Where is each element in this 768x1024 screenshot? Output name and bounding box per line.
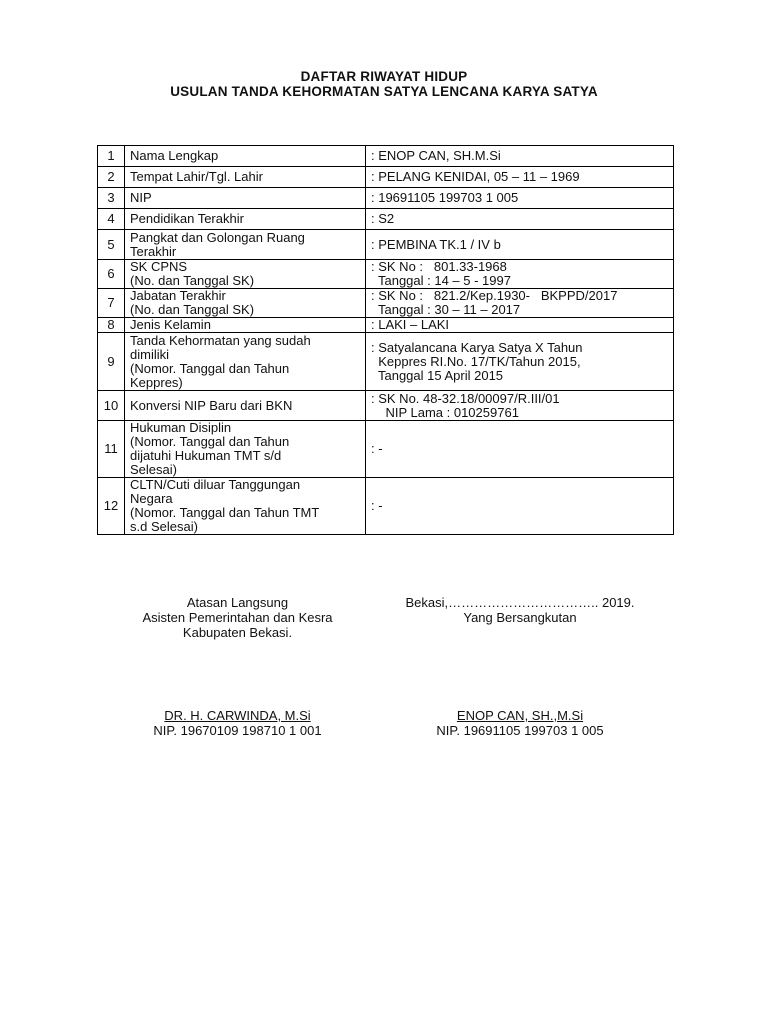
row-label-text: Pendidikan Terakhir	[130, 211, 244, 226]
row-label	[125, 146, 366, 167]
row-label	[125, 230, 366, 260]
row-label	[125, 391, 366, 421]
row-number-text: 3	[107, 190, 115, 205]
row-value-text: : SK No : 801.33-1968 Tanggal : 14 – 5 - 1997	[371, 259, 511, 288]
table-row	[98, 478, 674, 535]
row-number-text: 7	[107, 295, 115, 310]
row-number	[98, 421, 125, 478]
row-number	[98, 318, 125, 333]
row-value	[366, 289, 674, 318]
table-row	[98, 167, 674, 188]
row-value-text: : PEMBINA TK.1 / IV b	[371, 236, 501, 252]
row-label	[125, 289, 366, 318]
applicant-title: Yang Bersangkutan	[463, 610, 577, 625]
row-value-text: : -	[371, 441, 383, 456]
row-label	[125, 478, 366, 535]
row-number-text: 6	[107, 266, 115, 281]
table-row	[98, 230, 674, 260]
row-value	[366, 209, 674, 230]
superior-title: Atasan Langsung	[186, 595, 289, 610]
row-value	[366, 333, 674, 391]
row-value	[366, 478, 674, 535]
document-subtitle: USULAN TANDA KEHORMATAN SATYA LENCANA KARYA SATYA	[170, 84, 598, 99]
row-number-text: 9	[107, 353, 115, 369]
row-value-text: : ENOP CAN, SH.M.Si	[371, 148, 501, 163]
row-value-text: : PELANG KENIDAI, 05 – 11 – 1969	[371, 169, 580, 184]
superior-office: Kabupaten Bekasi.	[182, 625, 293, 640]
table-row	[98, 391, 674, 421]
row-value	[366, 146, 674, 167]
row-value	[366, 167, 674, 188]
row-label-text: NIP	[130, 190, 152, 205]
row-number	[98, 188, 125, 209]
row-label-text: SK CPNS (No. dan Tanggal SK)	[130, 259, 255, 288]
row-number-text: 11	[104, 441, 118, 456]
superior-name: DR. H. CARWINDA, M.Si	[164, 708, 311, 723]
table-row	[98, 209, 674, 230]
table-row	[98, 260, 674, 289]
row-value	[366, 318, 674, 333]
row-number	[98, 478, 125, 535]
row-number-text: 4	[107, 211, 115, 226]
row-number	[98, 333, 125, 391]
row-label	[125, 260, 366, 289]
row-number	[98, 146, 125, 167]
row-value	[366, 188, 674, 209]
biodata-table	[97, 145, 674, 535]
right-signature-block	[380, 595, 660, 625]
table-row	[98, 318, 674, 333]
row-value	[366, 230, 674, 260]
applicant-nip: NIP. 19691105 199703 1 005	[436, 723, 604, 738]
row-number-text: 5	[107, 236, 115, 252]
row-number-text: 2	[107, 169, 115, 184]
row-number-text: 12	[103, 498, 119, 513]
row-number	[98, 289, 125, 318]
row-value-text: : -	[371, 498, 383, 513]
row-label	[125, 188, 366, 209]
row-number	[98, 260, 125, 289]
left-signature-block	[110, 595, 365, 640]
row-label-text: Tempat Lahir/Tgl. Lahir	[130, 169, 263, 184]
table-row	[98, 146, 674, 167]
right-signatory	[380, 708, 660, 738]
row-value-text: : LAKI – LAKI	[371, 317, 450, 332]
row-value-text: : SK No. 48-32.18/00097/R.III/01 NIP Lama : 010259761	[371, 390, 560, 420]
row-number-text: 8	[107, 317, 115, 332]
table-row	[98, 333, 674, 391]
row-label-text: Jenis Kelamin	[130, 317, 211, 332]
row-label	[125, 333, 366, 391]
row-label-text: CLTN/Cuti diluar Tanggungan Negara (Nomor. Tanggal dan Tahun TMT s.d Selesai)	[130, 477, 320, 534]
row-label	[125, 421, 366, 478]
place-date: Bekasi,…………………………….. 2019.	[405, 595, 635, 610]
row-value-text: : SK No : 821.2/Kep.1930- BKPPD/2017 Tanggal : 30 – 11 – 2017	[371, 288, 618, 317]
row-number	[98, 167, 125, 188]
row-number-text: 1	[107, 148, 115, 163]
row-number	[98, 230, 125, 260]
left-signatory	[110, 708, 365, 738]
table-row	[98, 421, 674, 478]
row-value-text: : Satyalancana Karya Satya X Tahun Keppres RI.No. 17/TK/Tahun 2015, Tanggal 15 April 2015	[371, 339, 583, 383]
row-label-text: Pangkat dan Golongan Ruang Terakhir	[130, 229, 305, 259]
row-number	[98, 391, 125, 421]
row-number-text: 10	[103, 397, 119, 413]
superior-nip: NIP. 19670109 198710 1 001	[153, 723, 322, 738]
row-label-text: Jabatan Terakhir (No. dan Tanggal SK)	[130, 288, 255, 317]
row-number	[98, 209, 125, 230]
row-value-text: : 19691105 199703 1 005	[371, 190, 519, 205]
row-value	[366, 421, 674, 478]
row-value	[366, 391, 674, 421]
row-label	[125, 209, 366, 230]
table-row	[98, 188, 674, 209]
applicant-name: ENOP CAN, SH.,M.Si	[456, 708, 584, 723]
superior-position: Asisten Pemerintahan dan Kesra	[142, 610, 333, 625]
row-value-text: : S2	[371, 211, 395, 226]
document-title: DAFTAR RIWAYAT HIDUP	[300, 69, 468, 84]
row-label-text: Hukuman Disiplin (Nomor. Tanggal dan Tahun dijatuhi Hukuman TMT s/d Selesai)	[130, 420, 290, 477]
row-label-text: Konversi NIP Baru dari BKN	[130, 397, 293, 413]
row-value	[366, 260, 674, 289]
table-row	[98, 289, 674, 318]
row-label-text: Nama Lengkap	[130, 148, 219, 163]
row-label-text: Tanda Kehormatan yang sudah dimiliki (Nomor. Tanggal dan Tahun Keppres)	[130, 332, 311, 390]
row-label	[125, 167, 366, 188]
row-label	[125, 318, 366, 333]
